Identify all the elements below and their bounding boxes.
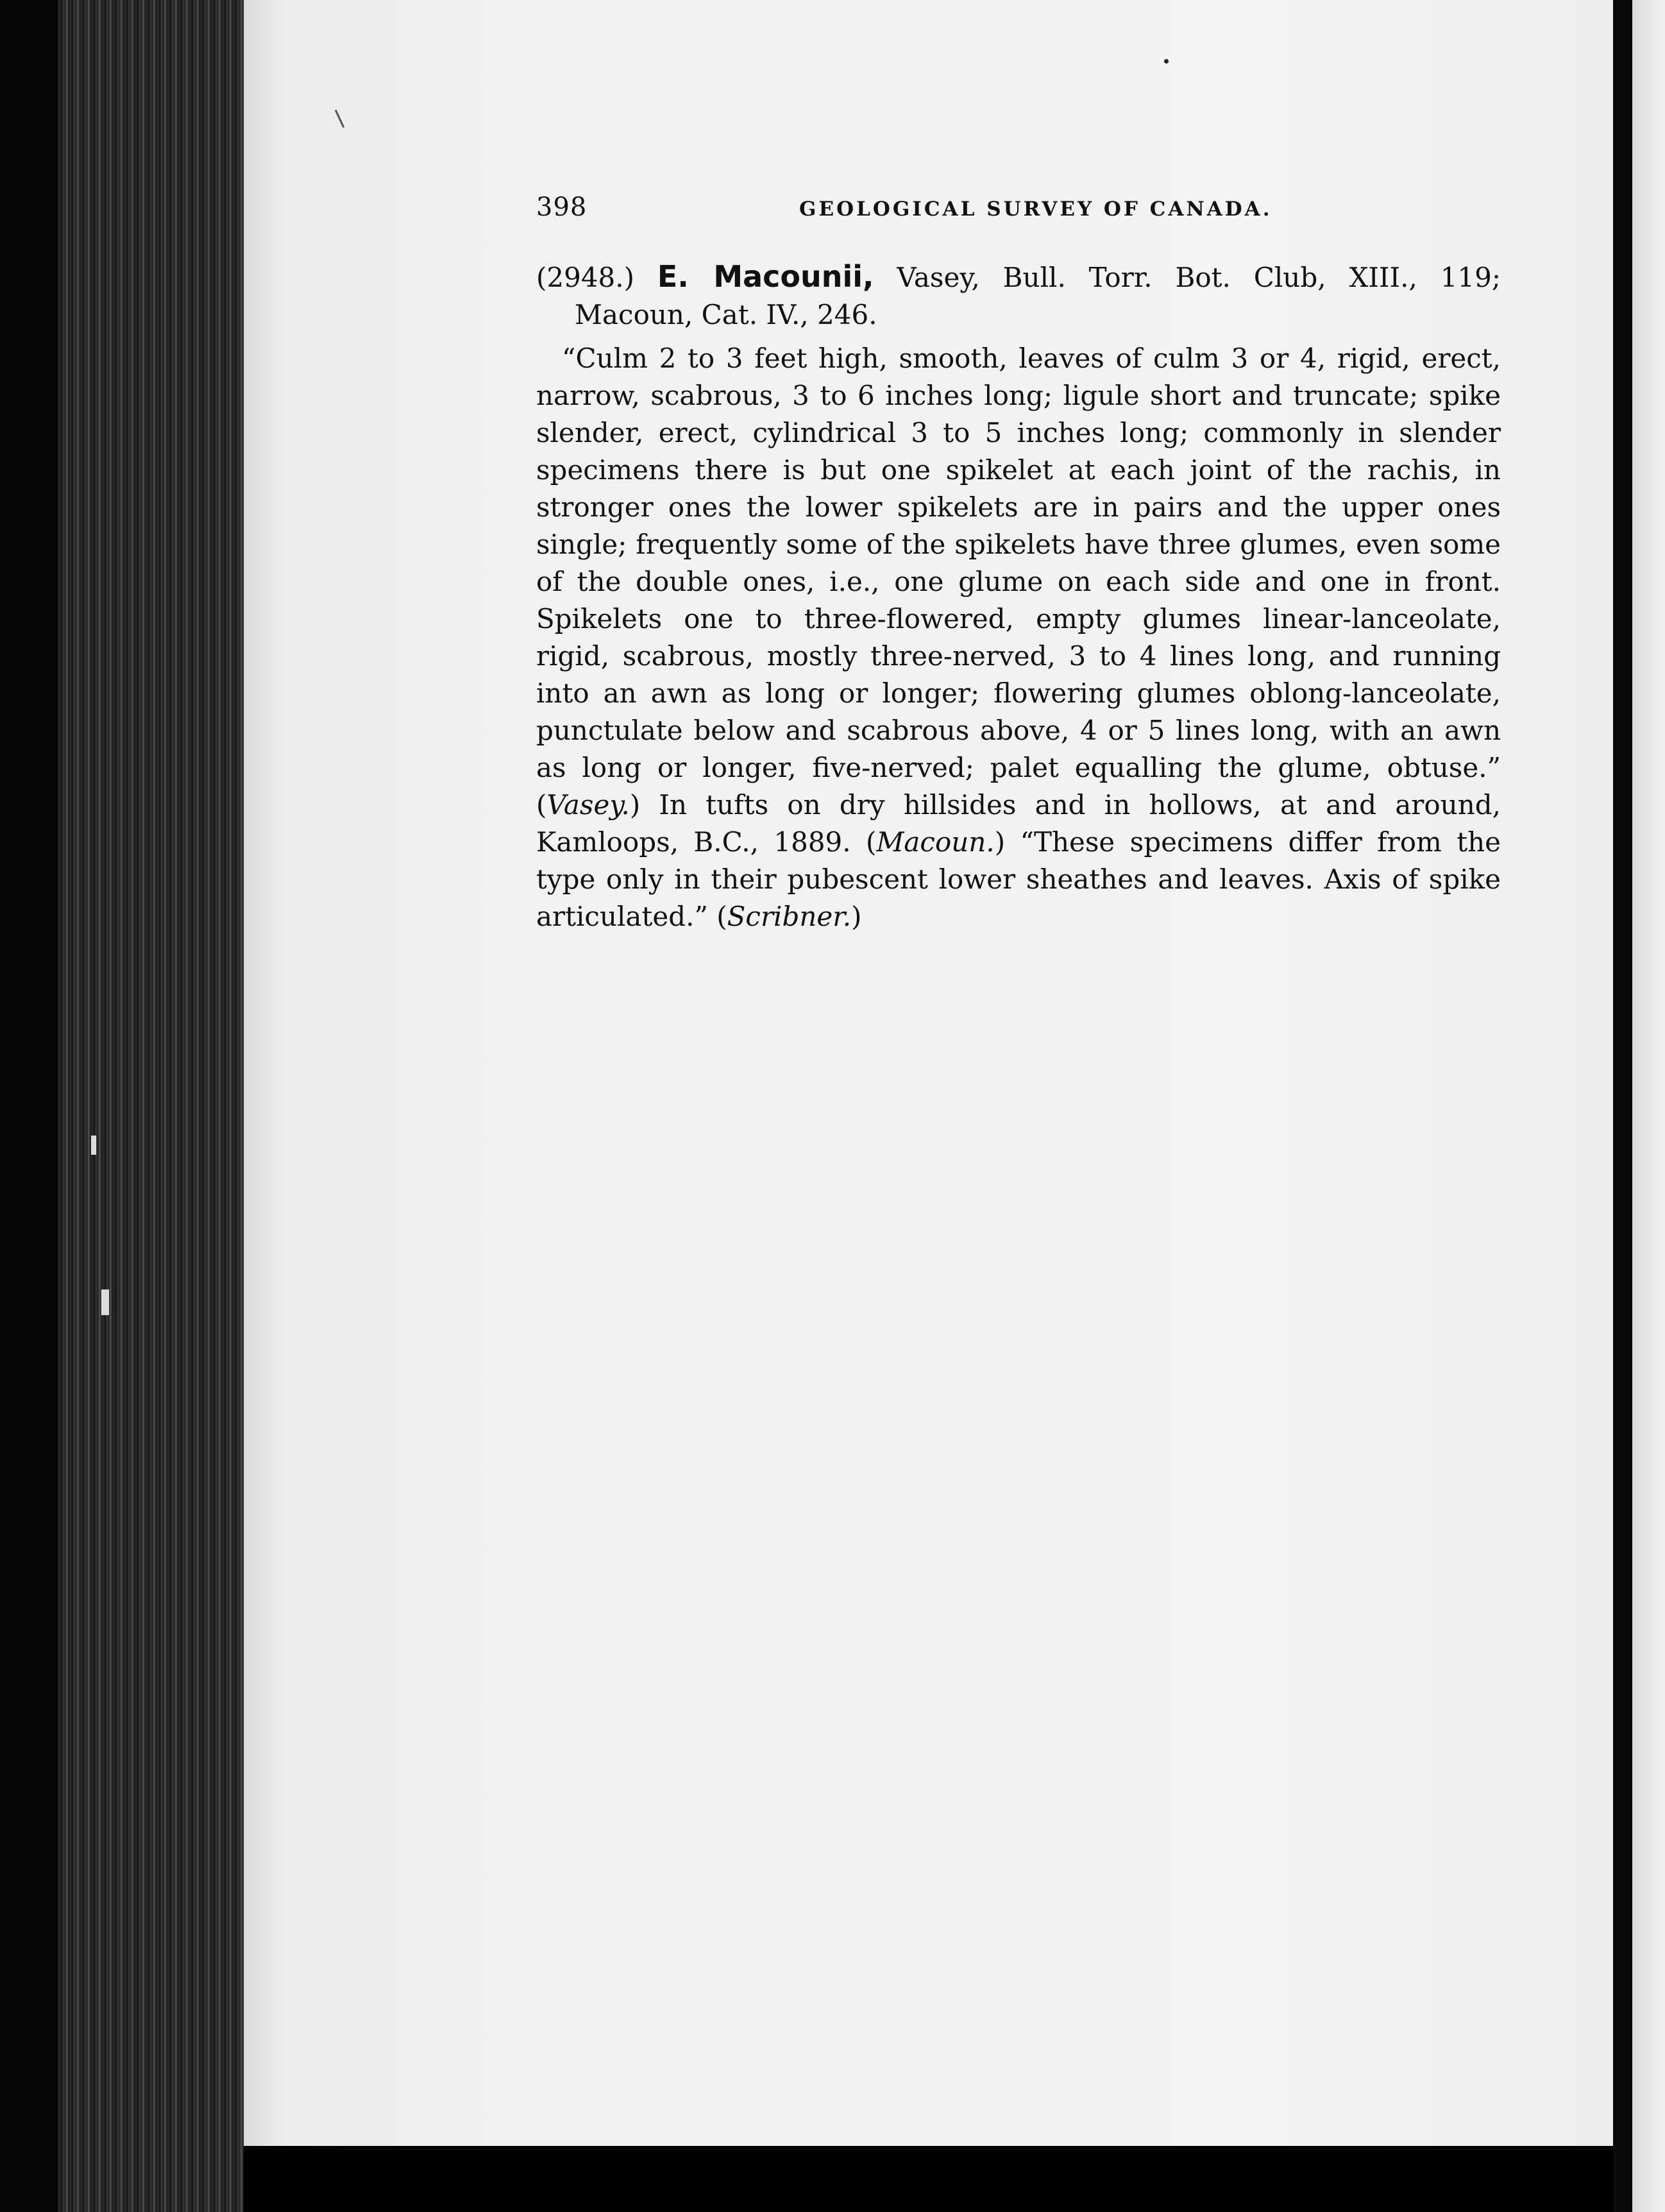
right-page-gap — [1613, 0, 1632, 2212]
page-header — [536, 192, 1498, 225]
running-head: GEOLOGICAL SURVEY OF CANADA. — [799, 198, 1272, 221]
description-part-2: ) In tufts on dry hillsides and in hollows, at and around, Kamloops, B.C., 1889. ( — [536, 789, 1501, 858]
scan-mark — [101, 1289, 109, 1315]
adjacent-page-strip — [1632, 0, 1665, 2212]
authority-scribner: Scribner. — [727, 901, 852, 932]
bottom-border — [244, 2146, 1613, 2212]
entry-heading-continued — [575, 296, 1501, 334]
species-description — [536, 340, 1501, 935]
species-name: E. Macounii, — [657, 259, 874, 294]
page-number: 398 — [536, 192, 587, 222]
page-stack-edge — [58, 0, 250, 2212]
citation-line-1: Vasey, Bull. Torr. Bot. Club, XIII., 119; — [897, 262, 1501, 293]
entry-heading — [536, 258, 1501, 296]
description-part-4: ) — [851, 901, 862, 932]
authority-vasey: Vasey. — [546, 789, 630, 821]
description-part-3: ) “These specimens differ from the type only in their pubescent lower sheathes and leaves. Axis of spike articulated.” ( — [536, 826, 1501, 932]
authority-macoun: Macoun. — [876, 826, 995, 858]
scan-mark — [91, 1136, 96, 1155]
citation-line-2: Macoun, Cat. IV., 246. — [575, 299, 877, 330]
entry-number: (2948.) — [536, 262, 635, 293]
scan-speck — [1164, 59, 1169, 64]
description-part-1: “Culm 2 to 3 feet high, smooth, leaves of culm 3 or 4, rigid, erect, narrow, scabrous, 3 to 6 inches long; ligule short and truncate; spike slender, erect, cylindrical 3 to 5 inches long; commonly in slender specimens there is but one spikelet at each joint of the rachis, in stronger ones the lower spikelets are in pairs and the upper ones single; frequently some of the spikelets have three glumes, even some of the double ones, i.e., one glume on each side and one in front. Spikelets one to three-flowered, empty glumes linear-lanceolate, rigid, scabrous, mostly three-nerved, 3 to 4 lines long, and running into an awn as long or longer; flowering glumes oblong-lanceolate, punctulate below and scabrous above, 4 or 5 lines long, with an awn as long or longer, five-nerved; palet equalling the glume, obtuse.” ( — [536, 343, 1501, 821]
text-block — [536, 258, 1501, 935]
